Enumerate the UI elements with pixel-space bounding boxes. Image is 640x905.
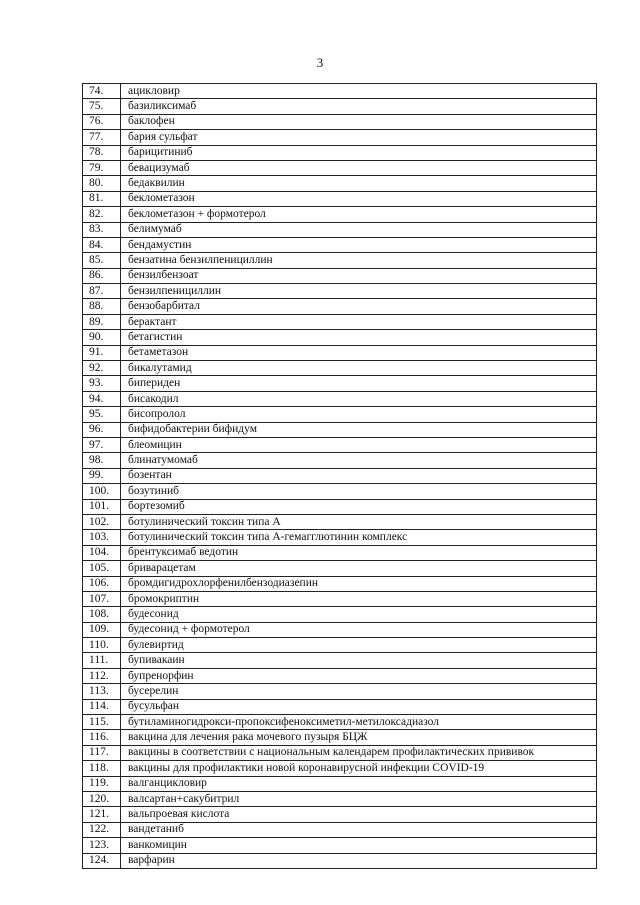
drug-name: вакцина для лечения рака мочевого пузыря БЦЖ [121,730,597,745]
row-number: 108. [83,607,121,622]
drug-name: ботулинический токсин типа А-гемагглютинин комплекс [121,530,597,545]
table-row [83,268,597,283]
row-number: 96. [83,422,121,437]
table-row [83,607,597,622]
row-number: 107. [83,591,121,606]
drug-name: бария сульфат [121,130,597,145]
table-row [83,561,597,576]
drug-name: вальпроевая кислота [121,807,597,822]
row-number: 119. [83,776,121,791]
row-number: 79. [83,160,121,175]
row-number: 123. [83,838,121,853]
drug-name: будесонид [121,607,597,622]
table-row [83,284,597,299]
row-number: 111. [83,653,121,668]
table-row [83,514,597,529]
row-number: 97. [83,437,121,452]
table-row [83,207,597,222]
row-number: 110. [83,638,121,653]
table-row [83,361,597,376]
table-row [83,730,597,745]
row-number: 77. [83,130,121,145]
drug-name: вандетаниб [121,822,597,837]
row-number: 91. [83,345,121,360]
table-row [83,330,597,345]
drug-name: бупренорфин [121,668,597,683]
drug-name: бензилбензоат [121,268,597,283]
drug-name: блинатумомаб [121,453,597,468]
row-number: 80. [83,176,121,191]
row-number: 89. [83,314,121,329]
row-number: 105. [83,561,121,576]
row-number: 82. [83,207,121,222]
table-row [83,376,597,391]
row-number: 109. [83,622,121,637]
drug-name: бромокриптин [121,591,597,606]
drug-name: бусерелин [121,684,597,699]
row-number: 76. [83,114,121,129]
table-row [83,530,597,545]
drug-name: бромдигидрохлорфенилбензодиазепин [121,576,597,591]
drug-name: бозентан [121,468,597,483]
drug-name: бутиламиногидрокси-пропоксифеноксиметил-метилоксадиазол [121,715,597,730]
table-row [83,176,597,191]
row-number: 122. [83,822,121,837]
row-number: 78. [83,145,121,160]
table-row [83,622,597,637]
row-number: 116. [83,730,121,745]
row-number: 100. [83,484,121,499]
drug-name: бортезомиб [121,499,597,514]
row-number: 106. [83,576,121,591]
row-number: 98. [83,453,121,468]
table-row [83,84,597,99]
drug-name: ацикловир [121,84,597,99]
row-number: 81. [83,191,121,206]
table-row [83,499,597,514]
row-number: 99. [83,468,121,483]
drug-name: бензатина бензилпенициллин [121,253,597,268]
drug-name: бедаквилин [121,176,597,191]
drug-name: ванкомицин [121,838,597,853]
drug-name: белимумаб [121,222,597,237]
row-number: 124. [83,853,121,868]
table-row [83,853,597,868]
drug-name: бетагистин [121,330,597,345]
drug-name: бупивакаин [121,653,597,668]
drug-name: бипериден [121,376,597,391]
table-row [83,145,597,160]
drug-name: бензилпенициллин [121,284,597,299]
drug-name: барицитиниб [121,145,597,160]
row-number: 114. [83,699,121,714]
table-row [83,699,597,714]
row-number: 83. [83,222,121,237]
table-row [83,653,597,668]
table-row [83,99,597,114]
table-row [83,684,597,699]
drug-name: ботулинический токсин типа А [121,514,597,529]
drug-name: бетаметазон [121,345,597,360]
table-row [83,437,597,452]
table-row [83,237,597,252]
row-number: 94. [83,391,121,406]
row-number: 85. [83,253,121,268]
row-number: 103. [83,530,121,545]
page-number: 3 [316,55,324,70]
table-row [83,776,597,791]
table-row [83,191,597,206]
table-row [83,791,597,806]
drug-name: бисопролол [121,407,597,422]
row-number: 120. [83,791,121,806]
drug-name: бисакодил [121,391,597,406]
drug-name: будесонид + формотерол [121,622,597,637]
row-number: 75. [83,99,121,114]
drug-name: бифидобактерии бифидум [121,422,597,437]
drug-name: беклометазон [121,191,597,206]
table-row [83,299,597,314]
drug-name: бусульфан [121,699,597,714]
drug-list-body [83,84,597,869]
drug-name: валганцикловир [121,776,597,791]
row-number: 86. [83,268,121,283]
row-number: 121. [83,807,121,822]
table-row [83,668,597,683]
drug-list-table [82,83,597,869]
table-row [83,468,597,483]
row-number: 113. [83,684,121,699]
row-number: 88. [83,299,121,314]
table-row [83,484,597,499]
table-row [83,253,597,268]
table-row [83,807,597,822]
drug-name: булевиртид [121,638,597,653]
table-row [83,761,597,776]
table-row [83,160,597,175]
row-number: 95. [83,407,121,422]
table-row [83,391,597,406]
row-number: 90. [83,330,121,345]
drug-name: вакцины в соответствии с национальным календарем профилактических прививок [121,745,597,760]
drug-name: бриварацетам [121,561,597,576]
row-number: 118. [83,761,121,776]
table-row [83,314,597,329]
drug-name: бензобарбитал [121,299,597,314]
row-number: 115. [83,715,121,730]
drug-name: бозутиниб [121,484,597,499]
drug-name: баклофен [121,114,597,129]
table-row [83,838,597,853]
row-number: 117. [83,745,121,760]
row-number: 87. [83,284,121,299]
drug-name: берактант [121,314,597,329]
table-row [83,114,597,129]
drug-name: бевацизумаб [121,160,597,175]
table-row [83,822,597,837]
drug-name: вакцины для профилактики новой коронавирусной инфекции COVID-19 [121,761,597,776]
drug-name: варфарин [121,853,597,868]
row-number: 92. [83,361,121,376]
table-row [83,453,597,468]
drug-name: валсартан+сакубитрил [121,791,597,806]
table-row [83,345,597,360]
table-row [83,638,597,653]
drug-name: блеомицин [121,437,597,452]
drug-name: бендамустин [121,237,597,252]
drug-name: бикалутамид [121,361,597,376]
drug-name: беклометазон + формотерол [121,207,597,222]
row-number: 112. [83,668,121,683]
table-row [83,745,597,760]
table-row [83,591,597,606]
row-number: 93. [83,376,121,391]
table-row [83,576,597,591]
table-row [83,222,597,237]
row-number: 101. [83,499,121,514]
table-row [83,130,597,145]
table-row [83,715,597,730]
row-number: 102. [83,514,121,529]
row-number: 74. [83,84,121,99]
table-row [83,545,597,560]
drug-name: базиликсимаб [121,99,597,114]
row-number: 104. [83,545,121,560]
table-row [83,407,597,422]
table-row [83,422,597,437]
row-number: 84. [83,237,121,252]
drug-name: брентуксимаб ведотин [121,545,597,560]
